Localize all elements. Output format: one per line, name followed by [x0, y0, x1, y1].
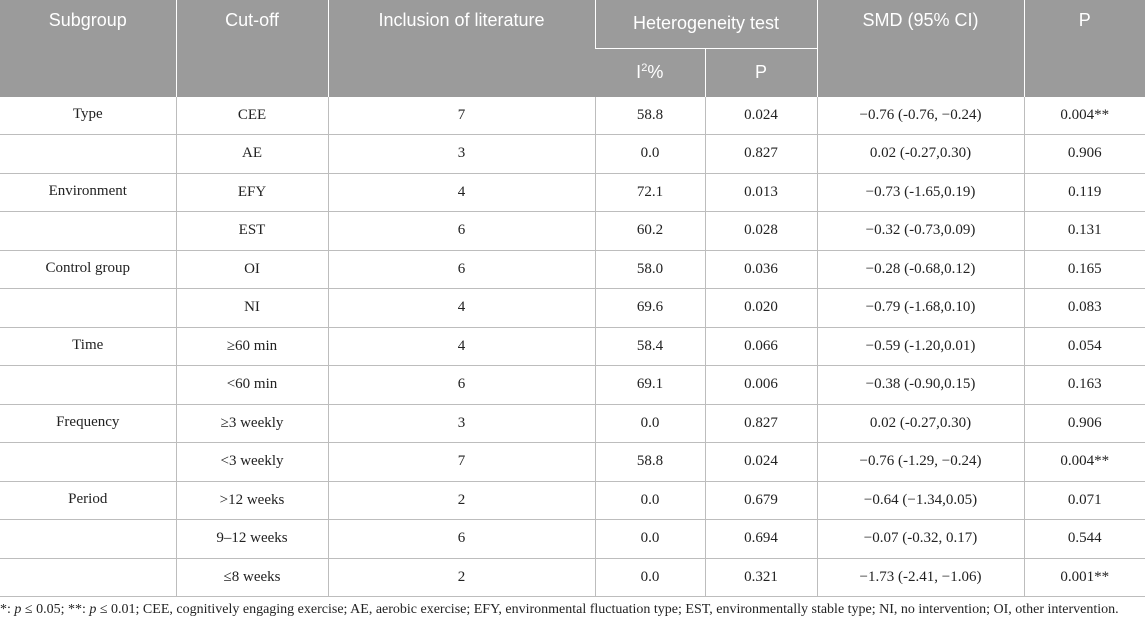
cell-p: 0.163: [1024, 366, 1145, 405]
cell-i2: 0.0: [595, 520, 705, 559]
cell-i2: 0.0: [595, 135, 705, 174]
table-row: [0, 212, 1145, 251]
footnote-p-symbol-2: p: [89, 602, 97, 617]
cell-p: 0.544: [1024, 520, 1145, 559]
cell-cutoff: NI: [176, 289, 328, 328]
cell-smd: −0.76 (-1.29, −0.24): [817, 443, 1024, 482]
cell-smd: 0.02 (-0.27,0.30): [817, 404, 1024, 443]
cell-subgroup: Frequency: [0, 404, 176, 443]
header-p-het: P: [705, 48, 817, 97]
cell-i2: 58.4: [595, 327, 705, 366]
cell-p-het: 0.694: [705, 520, 817, 559]
cell-p: 0.004**: [1024, 443, 1145, 482]
cell-p: 0.119: [1024, 173, 1145, 212]
cell-cutoff: CEE: [176, 97, 328, 135]
cell-cutoff: 9–12 weeks: [176, 520, 328, 559]
header-inclusion: Inclusion of literature: [328, 0, 595, 97]
cell-smd: −0.73 (-1.65,0.19): [817, 173, 1024, 212]
cell-smd: −0.64 (−1.34,0.05): [817, 481, 1024, 520]
cell-p-het: 0.006: [705, 366, 817, 405]
cell-p: 0.906: [1024, 135, 1145, 174]
header-smd: SMD (95% CI): [817, 0, 1024, 97]
header-i2: [595, 48, 705, 97]
cell-i2: 72.1: [595, 173, 705, 212]
cell-subgroup: [0, 289, 176, 328]
cell-i2: 58.0: [595, 250, 705, 289]
footnote-p-symbol-1: p: [14, 602, 22, 617]
cell-p: 0.131: [1024, 212, 1145, 251]
cell-subgroup: Period: [0, 481, 176, 520]
cell-smd: −0.79 (-1.68,0.10): [817, 289, 1024, 328]
cell-p-het: 0.020: [705, 289, 817, 328]
cell-p: 0.165: [1024, 250, 1145, 289]
header-p: P: [1024, 0, 1145, 97]
cell-subgroup: Control group: [0, 250, 176, 289]
cell-inclusion: 2: [328, 558, 595, 597]
cell-inclusion: 4: [328, 173, 595, 212]
cell-i2: 0.0: [595, 404, 705, 443]
cell-smd: −1.73 (-2.41, −1.06): [817, 558, 1024, 597]
cell-p-het: 0.827: [705, 404, 817, 443]
cell-smd: −0.38 (-0.90,0.15): [817, 366, 1024, 405]
cell-cutoff: ≥60 min: [176, 327, 328, 366]
cell-smd: −0.07 (-0.32, 0.17): [817, 520, 1024, 559]
table-row: [0, 97, 1145, 135]
cell-subgroup: Type: [72, 105, 103, 122]
cell-cutoff: OI: [176, 250, 328, 289]
cell-inclusion: 6: [328, 212, 595, 251]
cell-subgroup: [0, 135, 176, 174]
table-row: [0, 289, 1145, 328]
table-header: [0, 0, 1145, 97]
table-row: [0, 481, 1145, 520]
table-row: [0, 135, 1145, 174]
footnote-cond2: ≤ 0.01; CEE, cognitively engaging exercise; AE, aerobic exercise; EFY, environmental fluctuation type; EST, environmentally stable type; NI, no intervention; OI, other intervention.: [96, 602, 1119, 617]
cell-p: 0.071: [1024, 481, 1145, 520]
cell-i2: 60.2: [595, 212, 705, 251]
cell-inclusion: 6: [328, 366, 595, 405]
footnote-mark1: *:: [0, 602, 15, 617]
cell-p-het: 0.024: [705, 443, 817, 482]
cell-smd: −0.28 (-0.68,0.12): [817, 250, 1024, 289]
cell-p-het: 0.036: [705, 250, 817, 289]
cell-subgroup: [0, 558, 176, 597]
header-i2-base: I: [636, 62, 642, 82]
cell-smd: −0.32 (-0.73,0.09): [817, 212, 1024, 251]
header-i2-sup: 2: [641, 62, 648, 74]
table-footnote: [0, 601, 1140, 618]
cell-cutoff: ≤8 weeks: [176, 558, 328, 597]
cell-smd: −0.76 (-0.76, −0.24): [817, 97, 1024, 135]
cell-i2: 58.8: [595, 443, 705, 482]
cell-inclusion: 3: [328, 135, 595, 174]
cell-p-het: 0.028: [705, 212, 817, 251]
cell-inclusion: 6: [328, 520, 595, 559]
table-row: [0, 173, 1145, 212]
cell-inclusion: 4: [328, 327, 595, 366]
cell-p: 0.001**: [1024, 558, 1145, 597]
cell-p-het: 0.066: [705, 327, 817, 366]
cell-inclusion: 6: [328, 250, 595, 289]
cell-subgroup: [0, 212, 176, 251]
cell-p-het: 0.321: [705, 558, 817, 597]
cell-p-het: 0.827: [705, 135, 817, 174]
cell-subgroup: Environment: [0, 173, 176, 212]
cell-cutoff: EST: [176, 212, 328, 251]
cell-cutoff: <60 min: [176, 366, 328, 405]
cell-subgroup: [0, 520, 176, 559]
cell-inclusion: 7: [328, 443, 595, 482]
cell-cutoff: >12 weeks: [176, 481, 328, 520]
cell-smd: 0.02 (-0.27,0.30): [817, 135, 1024, 174]
table-row: [0, 558, 1145, 597]
cell-inclusion: 7: [328, 97, 595, 135]
table-row: [0, 520, 1145, 559]
cell-i2: 58.8: [595, 97, 705, 135]
cell-i2: 69.1: [595, 366, 705, 405]
cell-cutoff: AE: [176, 135, 328, 174]
cell-i2: 0.0: [595, 481, 705, 520]
cell-cutoff: EFY: [176, 173, 328, 212]
cell-cutoff: ≥3 weekly: [176, 404, 328, 443]
cell-inclusion: 2: [328, 481, 595, 520]
cell-subgroup: Time: [0, 327, 176, 366]
cell-p: 0.054: [1024, 327, 1145, 366]
cell-cutoff: <3 weekly: [176, 443, 328, 482]
table-row: [0, 404, 1145, 443]
table-row: [0, 366, 1145, 405]
cell-smd: −0.59 (-1.20,0.01): [817, 327, 1024, 366]
header-cutoff: Cut-off: [176, 0, 328, 97]
cell-subgroup: [0, 443, 176, 482]
header-i2-suffix: %: [647, 62, 664, 82]
header-heterogeneity: Heterogeneity test: [595, 0, 817, 48]
cell-p-het: 0.013: [705, 173, 817, 212]
cell-inclusion: 4: [328, 289, 595, 328]
cell-i2: 69.6: [595, 289, 705, 328]
cell-p: 0.083: [1024, 289, 1145, 328]
table-body: [0, 97, 1145, 597]
cell-p-het: 0.679: [705, 481, 817, 520]
cell-subgroup: [0, 366, 176, 405]
table-row: [0, 443, 1145, 482]
cell-i2: 0.0: [595, 558, 705, 597]
cell-p: 0.906: [1024, 404, 1145, 443]
cell-p-het: 0.024: [705, 97, 817, 135]
cell-inclusion: 3: [328, 404, 595, 443]
table-row: [0, 327, 1145, 366]
footnote-cond1: ≤ 0.05; **:: [21, 602, 90, 617]
cell-p: 0.004**: [1024, 97, 1145, 135]
header-subgroup: Subgroup: [0, 0, 176, 97]
table-row: [0, 250, 1145, 289]
